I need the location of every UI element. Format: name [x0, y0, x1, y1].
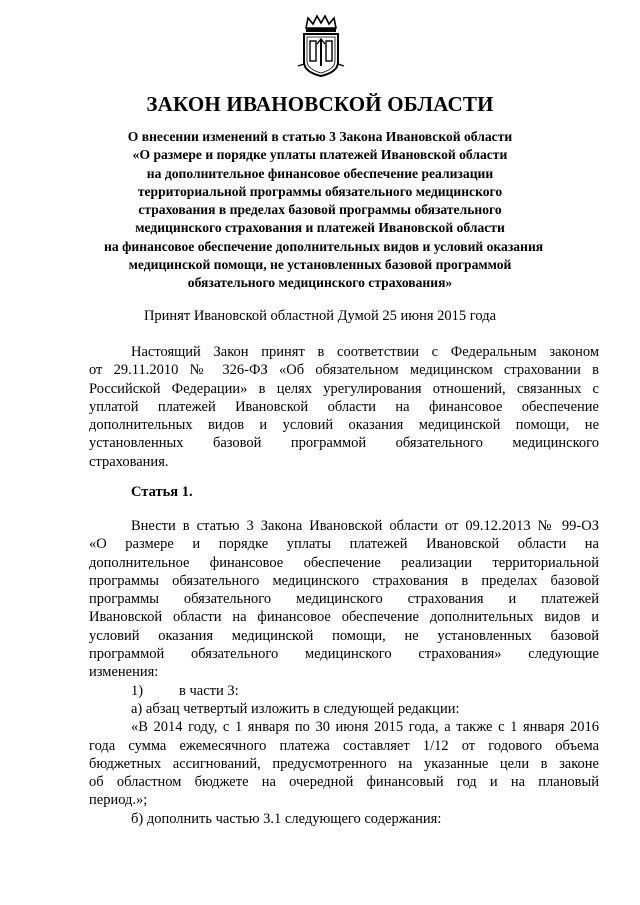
subtitle-line: медицинского страхования и платежей Ивановской области: [135, 220, 505, 236]
article-1-paragraph: [89, 517, 599, 828]
paragraph-line: Российской Федерации» в целях урегулирования отношений, связанных с: [89, 380, 599, 397]
paragraph-line: условий оказания медицинской помощи, не установленных базовой: [89, 627, 599, 644]
subtitle-line: территориальной программы обязательного медицинского: [137, 183, 503, 199]
item-number: 1): [131, 682, 144, 699]
paragraph-line: от 29.11.2010 № 326-ФЗ «Об обязательном медицинском страховании в: [89, 362, 599, 379]
paragraph-line: «О размере и порядке уплаты платежей Ивановской области на: [89, 536, 599, 553]
quote-line: об областном бюджете на очередной финансовый год и на плановый: [89, 774, 599, 791]
coat-of-arms-emblem: [296, 14, 346, 78]
paragraph-line: дополнительное финансовое обеспечение реализации территориальной: [89, 554, 599, 571]
law-subtitle: [104, 128, 544, 293]
paragraph-line: программы обязательного медицинского страхования в пределах базовой: [89, 572, 599, 589]
sub-item-a: а) абзац четвертый изложить в следующей редакции:: [131, 700, 460, 717]
paragraph-line: установленных базовой программой обязательного медицинского: [89, 435, 599, 452]
subtitle-line: О внесении изменений в статью 3 Закона Ивановской области: [127, 129, 513, 144]
quote-line: бюджетных ассигнований, предусмотренного на указанные цели в законе: [89, 755, 599, 772]
preamble-paragraph: [89, 343, 599, 471]
paragraph-line: страхования.: [89, 453, 169, 470]
quote-line: года сумма ежемесячного платежа составляет 1/12 от годового объема: [89, 737, 599, 754]
paragraph-line: дополнительных видов и условий оказания медицинской помощи, не: [89, 417, 599, 434]
paragraph-line: программой обязательного медицинского страхования» следующие: [89, 646, 599, 663]
quote-line: «В 2014 году, с 1 января по 30 июня 2015 года, а также с 1 января 2016: [131, 719, 599, 736]
subtitle-line: «О размере и порядке уплаты платежей Ивановской области: [132, 147, 508, 163]
subtitle-line: обязательного медицинского страхования»: [187, 275, 453, 291]
quote-line: период.»;: [89, 792, 148, 809]
article-heading: Статья 1.: [131, 484, 193, 500]
item-text: в части 3:: [179, 682, 239, 699]
adoption-line: Принят Ивановской областной Думой 25 июня 2015 года: [143, 308, 497, 324]
paragraph-line: изменения:: [89, 664, 159, 681]
subtitle-line: медицинской помощи, не установленных базовой программой: [128, 257, 512, 273]
paragraph-line: Внести в статью 3 Закона Ивановской области от 09.12.2013 № 99-ОЗ: [131, 518, 599, 534]
paragraph-line: программы обязательного медицинского страхования и платежей: [89, 591, 599, 608]
paragraph-line: Ивановской области на финансовое обеспечение дополнительных видов и: [89, 609, 599, 626]
list-item: [89, 682, 599, 700]
paragraph-line: Настоящий Закон принят в соответствии с Федеральным законом: [131, 344, 599, 360]
sub-item-b: б) дополнить частью 3.1 следующего содержания:: [131, 810, 442, 827]
subtitle-line: на финансовое обеспечение дополнительных видов и условий оказания: [104, 238, 544, 254]
subtitle-line: на дополнительное финансовое обеспечение реализации: [146, 165, 494, 181]
law-title: ЗАКОН ИВАНОВСКОЙ ОБЛАСТИ: [146, 92, 494, 116]
paragraph-line: уплатой платежей Ивановской области на финансовое обеспечение: [89, 398, 599, 415]
subtitle-line: страхования в пределах базовой программы обязательного: [138, 202, 502, 218]
